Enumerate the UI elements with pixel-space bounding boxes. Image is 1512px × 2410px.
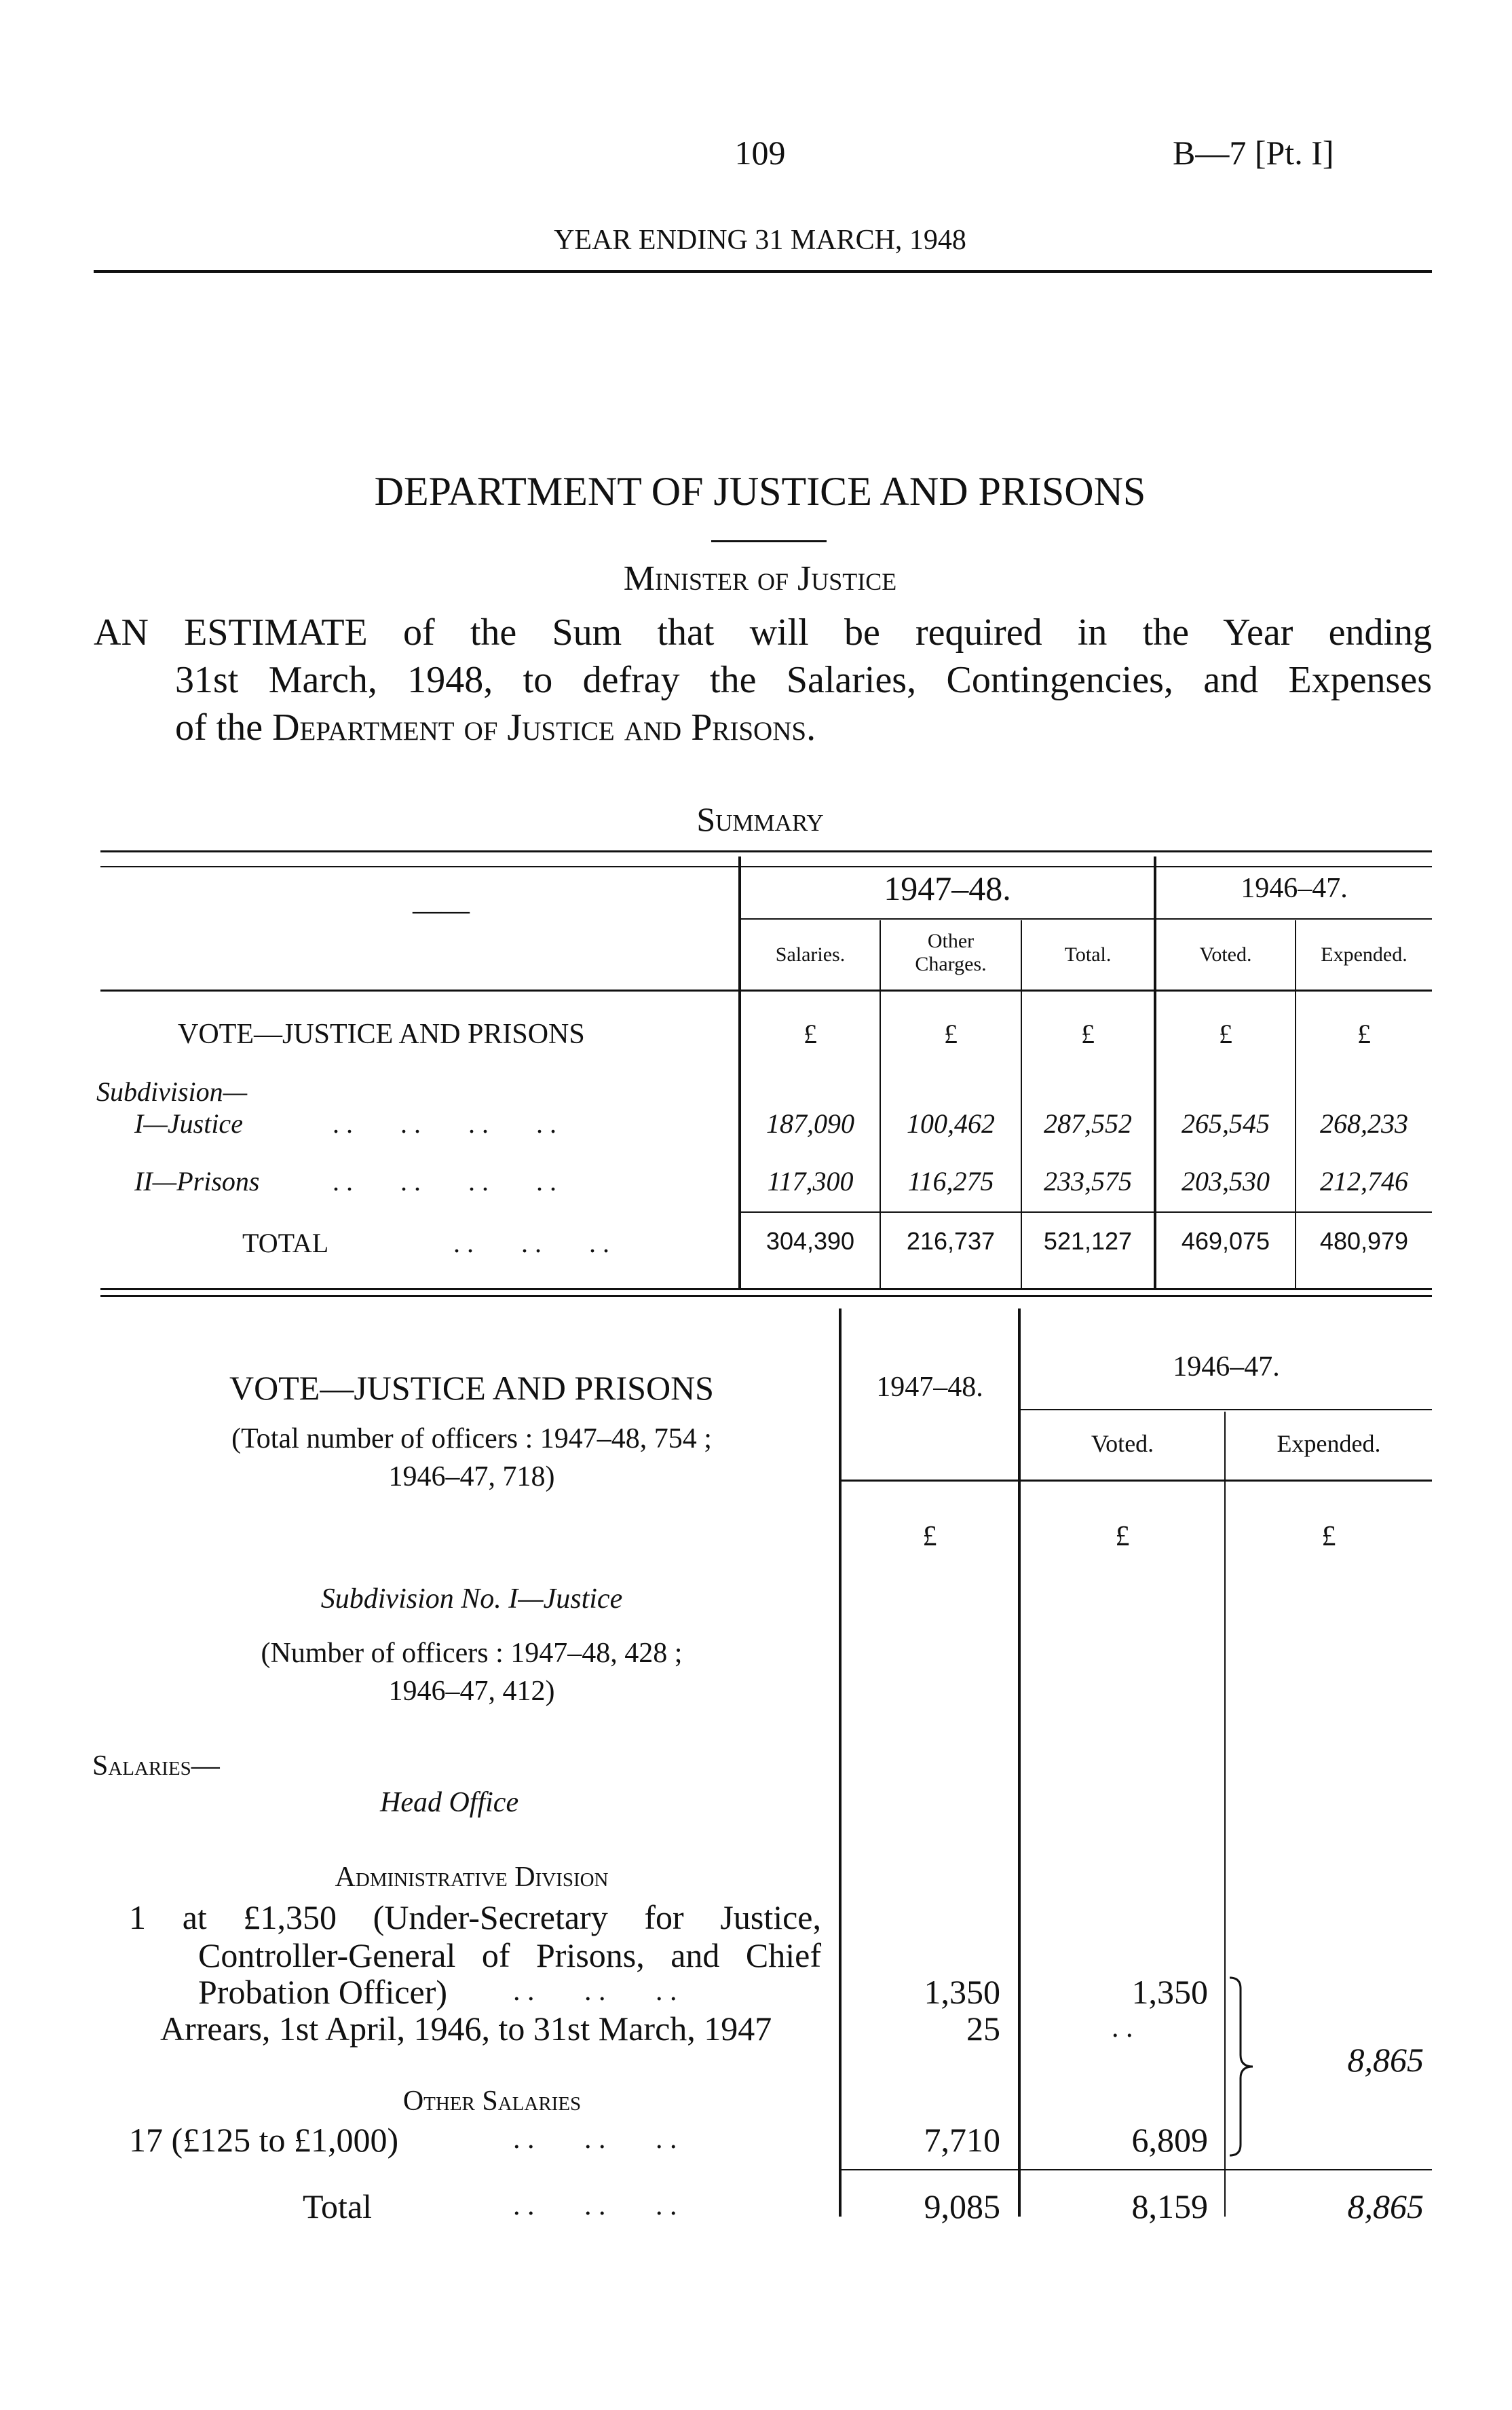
minister-heading: Minister of Justice — [623, 559, 897, 598]
summary-subdivision-label: Subdivision— — [96, 1076, 248, 1107]
estimate-line-1: AN ESTIMATE of the Sum that will be required in the Year ending — [94, 611, 1432, 654]
summary-vrule-1 — [738, 856, 741, 1289]
summary-total-rule — [741, 1211, 1432, 1213]
detail-salaries-label: Salaries— — [92, 1750, 220, 1782]
summary-col-1946: 1946–47. — [1241, 873, 1348, 904]
summary-row-prisons-salaries: 117,300 — [767, 1166, 854, 1197]
detail-item2-dots: . . . . . . — [513, 2124, 677, 2155]
detail-total-label: Total — [303, 2187, 373, 2225]
detail-total-dots: . . . . . . — [513, 2190, 677, 2221]
detail-header-rule — [842, 1480, 1432, 1482]
detail-arrears-voted: . . — [1112, 2012, 1133, 2044]
detail-total-voted: 8,159 — [1131, 2187, 1208, 2225]
detail-item1-line1: 1 at £1,350 (Under-Secretary for Justice, — [129, 1898, 821, 1936]
detail-other-salaries: Other Salaries — [402, 2086, 582, 2117]
detail-head-office: Head Office — [380, 1787, 519, 1818]
summary-vrule-4 — [1154, 856, 1156, 1289]
summary-row-prisons-voted: 203,530 — [1182, 1166, 1270, 1197]
estimate-line-3-prefix: of the — [175, 707, 273, 749]
summary-row-prisons-label: II—Prisons — [134, 1166, 260, 1197]
summary-row-prisons-dots: . . . . . . . . — [333, 1166, 556, 1197]
detail-item1-1947: 1,350 — [924, 1973, 1000, 2011]
summary-row-prisons-other: 116,275 — [907, 1166, 994, 1197]
summary-header-rule — [100, 990, 1432, 992]
detail-bracket-expended: 8,865 — [1347, 2041, 1424, 2079]
title-rule — [711, 540, 827, 542]
detail-vrule-1 — [839, 1308, 842, 2217]
summary-top-rule — [100, 850, 1432, 852]
brace-icon — [1226, 1975, 1266, 2158]
detail-total-rule — [842, 2169, 1432, 2170]
summary-dash: —— — [413, 895, 470, 926]
detail-item1-line2: Controller-General of Prisons, and Chief — [198, 1936, 821, 1974]
detail-item1-line3: Probation Officer) — [198, 1973, 448, 2011]
detail-subdivision: Subdivision No. I—Justice — [320, 1583, 623, 1615]
summary-total-expended: 480,979 — [1319, 1227, 1409, 1255]
summary-row-justice-dots: . . . . . . . . — [333, 1108, 556, 1139]
department-title: DEPARTMENT OF JUSTICE AND PRISONS — [374, 469, 1146, 514]
summary-row-prisons-expended: 212,746 — [1320, 1166, 1408, 1197]
page-reference: B—7 [Pt. I] — [1173, 134, 1334, 172]
estimate-line-3-department: Department of Justice and Prisons. — [272, 707, 816, 749]
detail-officers-line1: (Total number of officers : 1947–48, 754 ; — [231, 1423, 712, 1454]
detail-rule-1946 — [1021, 1409, 1432, 1410]
summary-pound-other: £ — [944, 1019, 958, 1049]
detail-sub-officers-line1: (Number of officers : 1947–48, 428 ; — [261, 1638, 683, 1669]
detail-col-voted: Voted. — [1091, 1430, 1154, 1457]
detail-arrears-label: Arrears, 1st April, 1946, to 31st March, 1947 — [160, 2010, 772, 2048]
page-number: 109 — [734, 134, 786, 172]
summary-sub-total: Total. — [1064, 943, 1112, 966]
estimate-line-3 — [175, 706, 816, 749]
summary-total-dots: . . . . . . — [453, 1228, 609, 1258]
estimate-line-2: 31st March, 1948, to defray the Salaries, Contingencies, and Expenses — [175, 659, 1432, 701]
detail-item2-label: 17 (£125 to £1,000) — [129, 2121, 399, 2159]
summary-row-justice-label: I—Justice — [134, 1108, 243, 1139]
summary-row-justice-salaries: 187,090 — [766, 1108, 854, 1139]
detail-officers-line2: 1946–47, 718) — [388, 1461, 555, 1492]
detail-col-expended: Expended. — [1277, 1430, 1381, 1457]
detail-pound-1947: £ — [922, 1521, 937, 1552]
summary-total-other: 216,737 — [906, 1227, 996, 1255]
summary-row-justice-total: 287,552 — [1044, 1108, 1132, 1139]
summary-pound-voted: £ — [1219, 1019, 1232, 1049]
running-title: YEAR ENDING 31 MARCH, 1948 — [554, 225, 966, 256]
detail-pound-voted: £ — [1115, 1521, 1130, 1552]
summary-pound-expended: £ — [1357, 1019, 1371, 1049]
summary-pound-salaries: £ — [804, 1019, 817, 1049]
detail-sub-officers-line2: 1946–47, 412) — [388, 1676, 555, 1707]
summary-rule-1947 — [741, 918, 1154, 920]
detail-total-1947: 9,085 — [924, 2187, 1000, 2225]
summary-sub-other — [881, 930, 1021, 976]
summary-rule-1946 — [1156, 918, 1432, 920]
summary-col-1947: 1947–48. — [884, 869, 1011, 907]
summary-vote-label: VOTE—JUSTICE AND PRISONS — [178, 1019, 585, 1050]
detail-pound-expended: £ — [1321, 1521, 1336, 1552]
summary-total-voted: 469,075 — [1181, 1227, 1270, 1255]
summary-total-total: 521,127 — [1043, 1227, 1133, 1255]
summary-sub-other-line1: Other — [927, 930, 975, 952]
summary-total-salaries: 304,390 — [766, 1227, 855, 1255]
summary-heading: Summary — [696, 800, 824, 838]
detail-admin-division: Administrative Division — [335, 1862, 609, 1893]
summary-sub-voted: Voted. — [1199, 943, 1252, 966]
detail-item2-1947: 7,710 — [924, 2121, 1000, 2159]
summary-top-rule-2 — [100, 866, 1432, 867]
summary-sub-other-line2: Charges. — [915, 953, 987, 975]
summary-bottom-rule-2 — [100, 1295, 1432, 1297]
summary-row-prisons-total: 233,575 — [1044, 1166, 1132, 1197]
summary-row-justice-expended: 268,233 — [1320, 1108, 1408, 1139]
summary-row-justice-voted: 265,545 — [1182, 1108, 1270, 1139]
detail-arrears-1947: 25 — [966, 2010, 1000, 2048]
summary-bottom-rule-1 — [100, 1288, 1432, 1290]
detail-col-1946: 1946–47. — [1173, 1351, 1280, 1382]
detail-item1-voted: 1,350 — [1131, 1973, 1208, 2011]
detail-vote-label: VOTE—JUSTICE AND PRISONS — [229, 1369, 714, 1407]
header-rule — [94, 270, 1432, 273]
summary-pound-total: £ — [1081, 1019, 1095, 1049]
detail-item2-voted: 6,809 — [1131, 2121, 1208, 2159]
summary-total-label: TOTAL — [242, 1228, 329, 1258]
detail-col-1947: 1947–48. — [876, 1372, 983, 1403]
detail-total-expended: 8,865 — [1347, 2187, 1424, 2225]
summary-sub-salaries: Salaries. — [775, 943, 846, 966]
summary-sub-expended: Expended. — [1321, 943, 1407, 966]
detail-item1-dots: . . . . . . — [513, 1976, 677, 2007]
summary-row-justice-other: 100,462 — [907, 1108, 995, 1139]
